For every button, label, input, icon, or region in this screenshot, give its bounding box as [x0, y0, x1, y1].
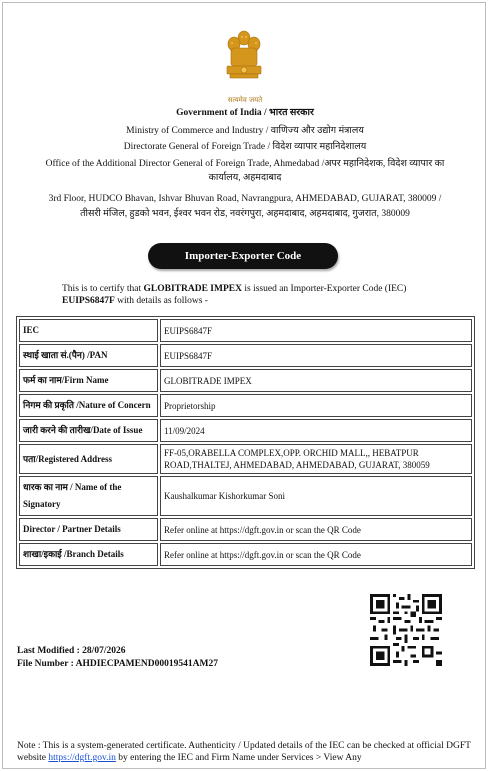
address-line-1: 3rd Floor, HUDCO Bhavan, Ishvar Bhuvan Road, Navrangpura, AHMEDABAD, GUJARAT, 380009 /	[48, 194, 442, 204]
iec-details-table	[16, 316, 475, 569]
row-value: GLOBITRADE IMPEX	[160, 369, 472, 392]
address-line-2: तीसरी मंजिल, हुडको भवन, ईश्वर भवन रोड, नवरंगपुरा, अहमदाबाद, अहमदाबाद, गुजरात, 380009	[80, 209, 410, 219]
row-label: फर्म का नाम/Firm Name	[19, 369, 158, 392]
certify-statement: This is to certify that GLOBITRADE IMPEX is issued an Importer-Exporter Code (IEC) EUIPS6847F with details as follows -	[62, 284, 407, 306]
row-label: निगम की प्रकृति /Nature of Concern	[19, 394, 158, 417]
footer-note: Note : This is a system-generated certificate. Authenticity / Updated details of the IEC can be checked at official DGFT website https://dgft.gov.in by entering the IEC and Firm Name under Services > View Any	[17, 741, 471, 763]
row-value: EUIPS6847F	[160, 319, 472, 342]
dgft-link[interactable]: https://dgft.gov.in	[48, 753, 116, 763]
directorate-line: Directorate General of Foreign Trade / विदेश व्यापार महानिदेशालय	[123, 142, 367, 152]
table-row	[19, 476, 472, 516]
row-label: Director / Partner Details	[19, 518, 158, 541]
row-value: Kaushalkumar Kishorkumar Soni	[160, 476, 472, 516]
row-value: Refer online at https://dgft.gov.in or scan the QR Code	[160, 543, 472, 566]
certificate-title: Importer-Exporter Code	[148, 243, 338, 269]
table-row	[19, 518, 472, 541]
government-line: Government of India / भारत सरकार	[176, 108, 314, 118]
row-value: EUIPS6847F	[160, 344, 472, 367]
row-value: FF-05,ORABELLA COMPLEX,OPP. ORCHID MALL,, HEBATPUR ROAD,THALTEJ, AHMEDABAD, AHMEDABAD, GUJARAT, 380059	[160, 444, 472, 474]
table-row	[19, 344, 472, 367]
row-label: शाखा/इकाई /Branch Details	[19, 543, 158, 566]
table-row	[19, 543, 472, 566]
office-line-2: कार्यालय, अहमदाबाद	[208, 173, 282, 183]
table-row	[19, 369, 472, 392]
row-value: Refer online at https://dgft.gov.in or scan the QR Code	[160, 518, 472, 541]
table-row	[19, 394, 472, 417]
table-row	[19, 444, 472, 474]
file-number: File Number : AHDIECPAMEND00019541AM27	[17, 659, 218, 669]
national-emblem-icon	[222, 28, 266, 94]
row-label: पता/Registered Address	[19, 444, 158, 474]
table-row	[19, 419, 472, 442]
row-value: Proprietorship	[160, 394, 472, 417]
office-line-1: Office of the Additional Director General of Foreign Trade, Ahmedabad /अपर महानिदेशक, विदेश व्यापार का	[45, 159, 445, 169]
emblem-caption: सत्यमेव जयते	[227, 96, 263, 104]
last-modified: Last Modified : 28/07/2026	[17, 646, 126, 656]
qr-code-icon	[370, 594, 442, 666]
row-label: IEC	[19, 319, 158, 342]
row-label: स्थाई खाता सं.(पैन) /PAN	[19, 344, 158, 367]
firm-name: GLOBITRADE IMPEX	[143, 284, 242, 294]
row-value: 11/09/2024	[160, 419, 472, 442]
iec-code: EUIPS6847F	[62, 296, 115, 306]
ministry-line: Ministry of Commerce and Industry / वाणिज्य और उद्योग मंत्रालय	[126, 126, 364, 136]
table-row	[19, 319, 472, 342]
row-label: जारी करने की तारीख/Date of Issue	[19, 419, 158, 442]
row-label: धारक का नाम / Name of the Signatory	[19, 476, 158, 516]
